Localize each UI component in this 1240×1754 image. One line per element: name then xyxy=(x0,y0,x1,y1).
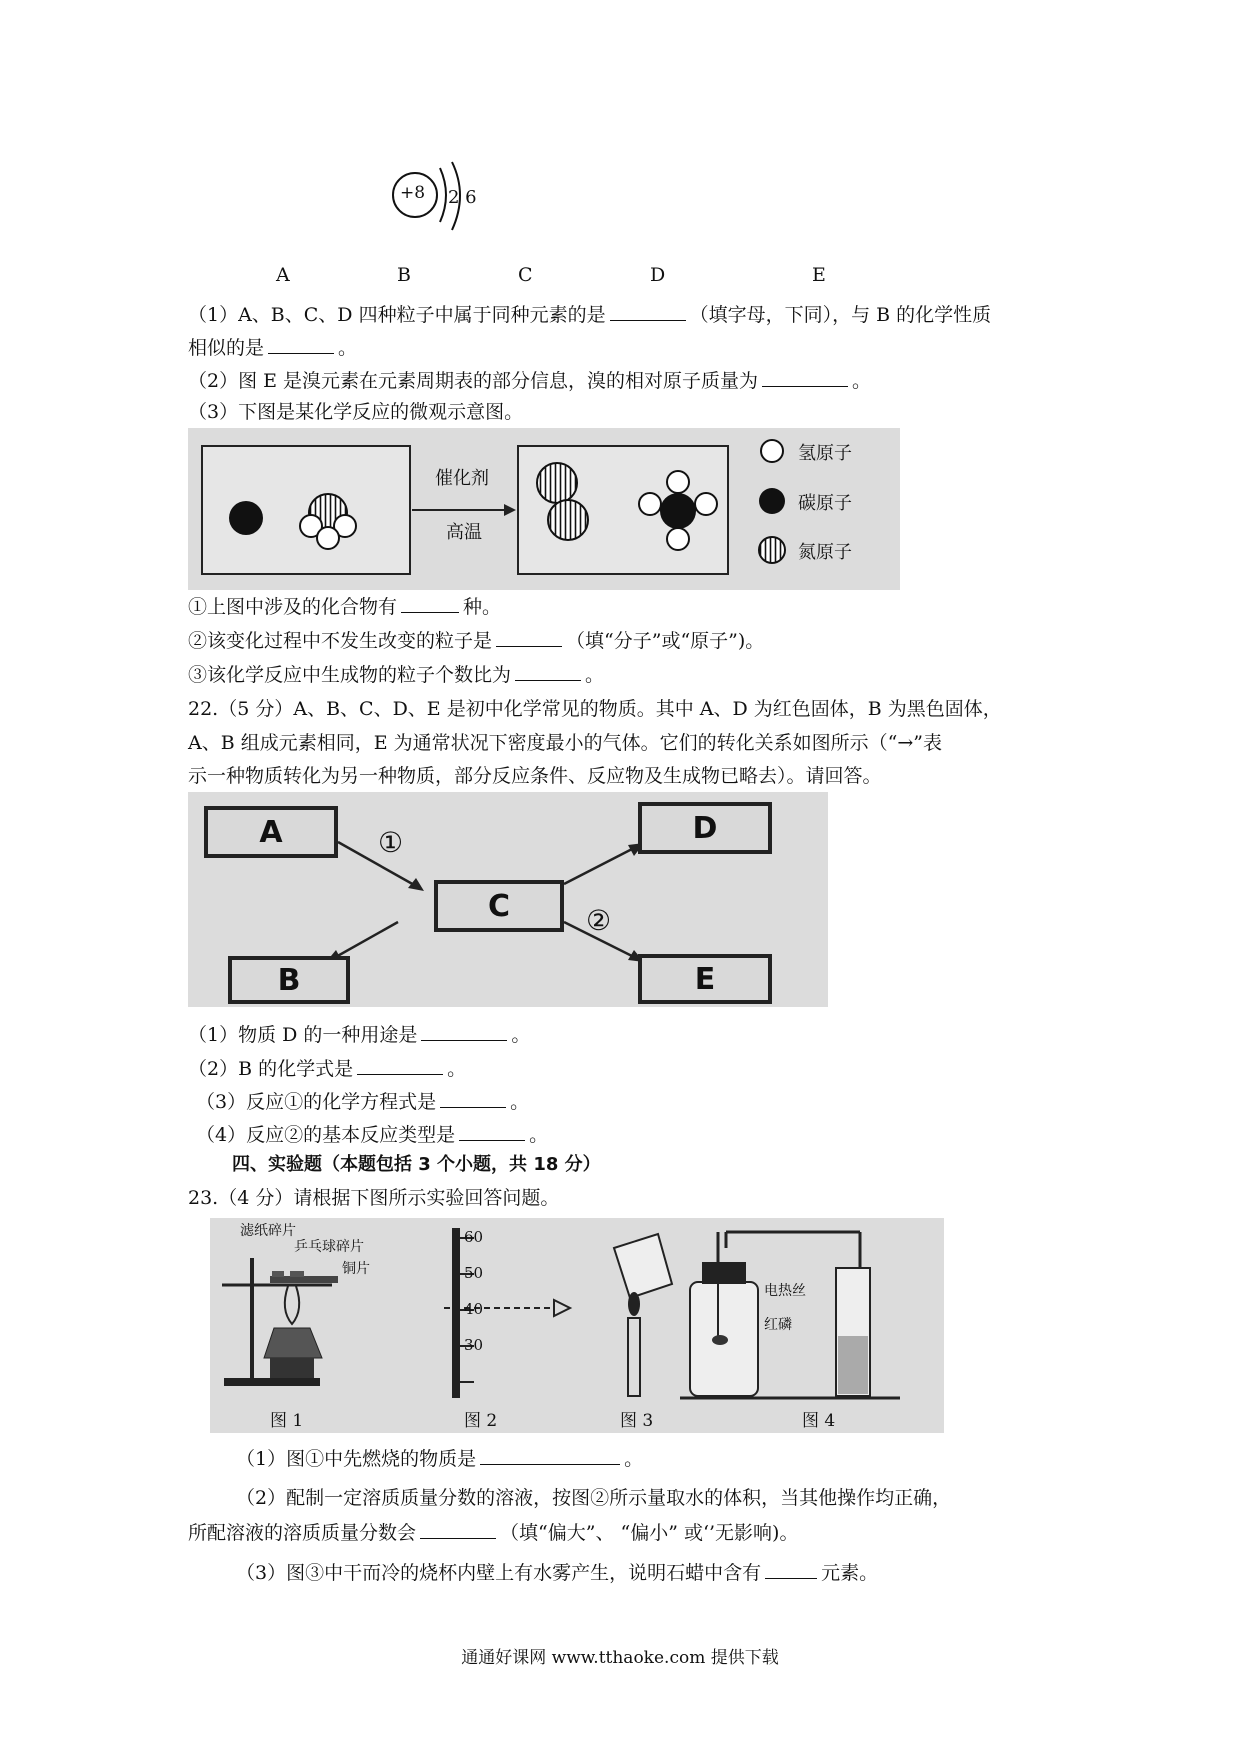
reaction-2-label: ② xyxy=(586,904,612,937)
q22-p4: （4）反应②的基本反应类型是 。 xyxy=(196,1124,549,1146)
node-e: E xyxy=(638,954,772,1004)
tick-60: 60 xyxy=(464,1228,484,1246)
q21-p2: （2）图 E 是溴元素在元素周期表的部分信息，溴的相对原子质量为 。 xyxy=(188,370,872,392)
reaction-drawing xyxy=(188,428,900,590)
q21-s1: ①上图中涉及的化合物有 种。 xyxy=(188,596,502,618)
label-c: C xyxy=(518,264,533,286)
tick-30: 30 xyxy=(464,1336,484,1354)
node-a: A xyxy=(204,806,338,858)
conversion-diagram xyxy=(188,792,828,1007)
answer-blank[interactable] xyxy=(610,302,686,321)
experiment-figures xyxy=(210,1218,944,1433)
label-heating-wire: 电热丝 xyxy=(764,1283,806,1299)
label-e: E xyxy=(812,264,826,286)
node-c: C xyxy=(434,880,564,932)
page-footer: 通通好课网 www.tthaoke.com 提供下载 xyxy=(461,1648,779,1668)
legend-nitrogen: 氮原子 xyxy=(798,542,852,563)
q21-s2: ②该变化过程中不发生改变的粒子是 （填“分子”或“原子”)。 xyxy=(188,630,765,652)
q22-line2: A、B 组成元素相同，E 为通常状况下密度最小的气体。它们的转化关系如图所示（“→”表 xyxy=(188,732,942,754)
answer-blank[interactable] xyxy=(440,1089,506,1108)
atom-diagram xyxy=(380,160,480,240)
q21-p1: （1）A、B、C、D 四种粒子中属于同种元素的是 （填字母，下同），与 B 的化学性质 xyxy=(188,304,992,326)
q23-intro: 23.（4 分）请根据下图所示实验回答问题。 xyxy=(188,1187,560,1209)
answer-blank[interactable] xyxy=(762,368,848,387)
q23-p3: （3）图③中干而冷的烧杯内壁上有水雾产生，说明石蜡中含有 元素。 xyxy=(236,1562,879,1584)
caption-fig3: 图 3 xyxy=(620,1411,654,1431)
legend-hydrogen: 氢原子 xyxy=(798,443,852,464)
q22-p3: （3）反应①的化学方程式是 。 xyxy=(196,1091,530,1113)
atom-nucleus: +8 xyxy=(400,183,426,203)
q23-p2-cont: 所配溶液的溶质质量分数会 （填“偏大”、 “偏小” 或‘’无影响)。 xyxy=(188,1522,799,1544)
answer-blank[interactable] xyxy=(401,594,459,613)
arrow-bottom-label: 高温 xyxy=(446,522,482,543)
tick-50: 50 xyxy=(464,1264,484,1282)
q21-p3: （3）下图是某化学反应的微观示意图。 xyxy=(188,401,524,423)
caption-fig2: 图 2 xyxy=(464,1411,498,1431)
answer-blank[interactable] xyxy=(357,1056,443,1075)
reaction-1-label: ① xyxy=(378,826,404,859)
q22-p2: （2）B 的化学式是 。 xyxy=(188,1058,467,1080)
q21-p1-cont: 相似的是 。 xyxy=(188,337,358,359)
q22-p1: （1）物质 D 的一种用途是 。 xyxy=(188,1024,531,1046)
section-4-heading: 四、实验题（本题包括 3 个小题，共 18 分） xyxy=(232,1154,601,1175)
answer-blank[interactable] xyxy=(480,1446,620,1465)
caption-fig4: 图 4 xyxy=(802,1411,836,1431)
answer-blank[interactable] xyxy=(421,1022,507,1041)
node-d: D xyxy=(638,802,772,854)
q22-line1: 22.（5 分）A、B、C、D、E 是初中化学常见的物质。其中 A、D 为红色固体，B 为黑色固体， xyxy=(188,698,1002,720)
q22-line3: 示一种物质转化为另一种物质，部分反应条件、反应物及生成物已略去）。请回答。 xyxy=(188,765,882,787)
arrow-top-label: 催化剂 xyxy=(435,468,489,489)
label-pingpong: 乒乓球碎片 xyxy=(294,1239,364,1255)
label-filter-paper: 滤纸碎片 xyxy=(240,1223,296,1239)
q23-p2: （2）配制一定溶质质量分数的溶液，按图②所示量取水的体积，当其他操作均正确， xyxy=(236,1487,952,1509)
label-a: A xyxy=(276,264,290,286)
label-red-phosphorus: 红磷 xyxy=(764,1317,792,1333)
answer-blank[interactable] xyxy=(459,1122,525,1141)
answer-blank[interactable] xyxy=(496,628,562,647)
tick-40: 40 xyxy=(464,1300,484,1318)
answer-blank[interactable] xyxy=(420,1520,496,1539)
caption-fig1: 图 1 xyxy=(270,1411,304,1431)
reaction-diagram xyxy=(188,428,900,590)
node-b: B xyxy=(228,956,350,1004)
label-b: B xyxy=(397,264,411,286)
q23-p1: （1）图①中先燃烧的物质是 。 xyxy=(236,1448,644,1470)
answer-blank[interactable] xyxy=(515,662,581,681)
atom-shells: 2 6 xyxy=(448,187,477,208)
label-d: D xyxy=(650,264,666,286)
legend-carbon: 碳原子 xyxy=(798,493,852,514)
q21-s3: ③该化学反应中生成物的粒子个数比为 。 xyxy=(188,664,605,686)
answer-blank[interactable] xyxy=(268,335,334,354)
answer-blank[interactable] xyxy=(765,1560,817,1579)
label-copper: 铜片 xyxy=(342,1261,370,1277)
